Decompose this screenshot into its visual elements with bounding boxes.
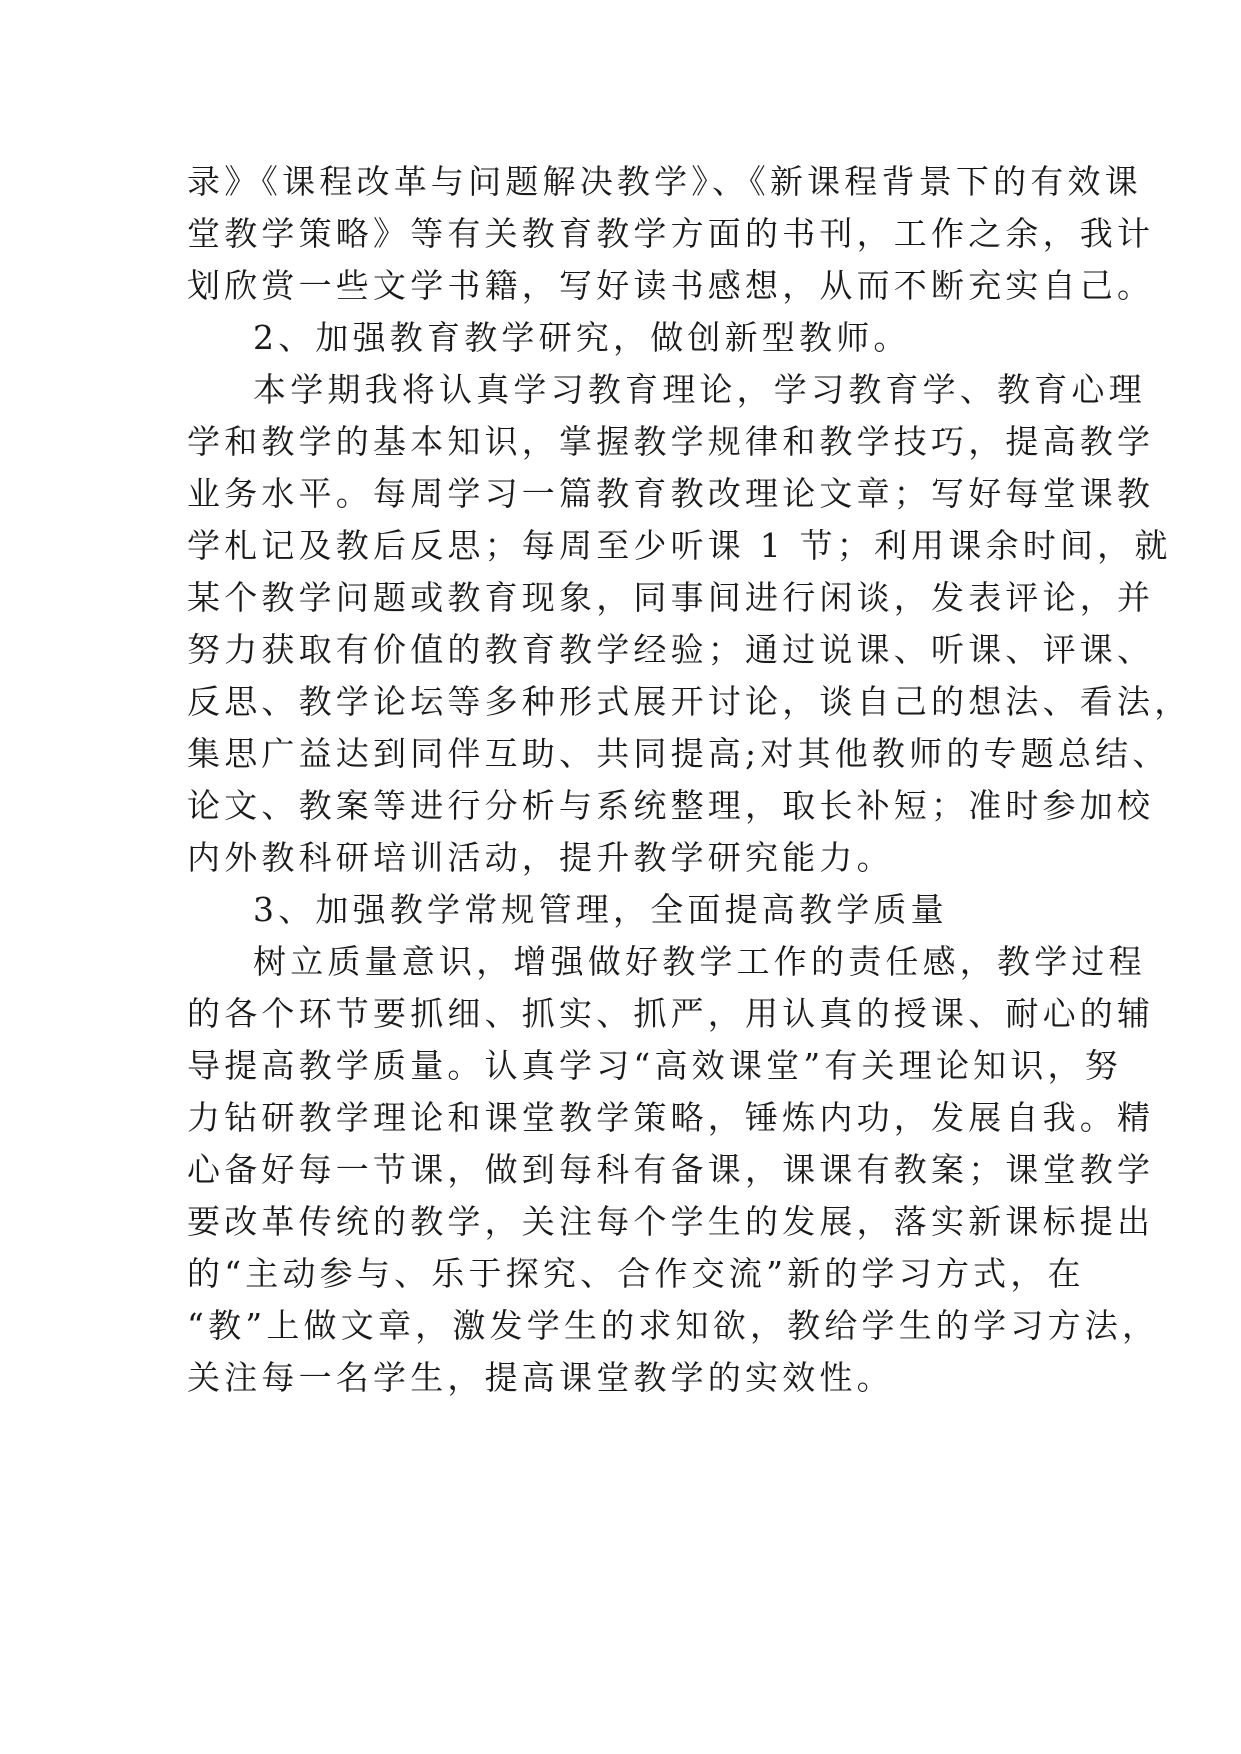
text-line-8: 学札记及教后反思；每周至少听课 1 节；利用课余时间，就 bbox=[187, 526, 1172, 565]
text-line-3: 划欣赏一些文学书籍，写好读书感想，从而不断充实自己。 bbox=[187, 266, 1155, 305]
document-body bbox=[187, 156, 1192, 1404]
text-line-10: 努力获取有价值的教育教学经验；通过说课、听课、评课、 bbox=[187, 630, 1155, 669]
text-line-22: 的“主动参与、乐于探究、合作交流”新的学习方式，在 bbox=[187, 1254, 1085, 1293]
text-line-6: 学和教学的基本知识，掌握教学规律和教学技巧，提高教学 bbox=[187, 422, 1155, 461]
text-line-21: 要改革传统的教学，关注每个学生的发展，落实新课标提出 bbox=[187, 1202, 1155, 1241]
text-line-12: 集思广益达到同伴互助、共同提高;对其他教师的专题总结、 bbox=[187, 734, 1170, 773]
text-line-2: 堂教学策略》等有关教育教学方面的书刊，工作之余，我计 bbox=[187, 214, 1155, 253]
text-line-5: 本学期我将认真学习教育理论，学习教育学、教育心理 bbox=[253, 370, 1146, 409]
text-line-19: 力钻研教学理论和课堂教学策略，锤炼内功，发展自我。精 bbox=[187, 1098, 1155, 1137]
section-heading-2: 2、加强教育教学研究，做创新型教师。 bbox=[253, 318, 911, 357]
text-line-7: 业务水平。每周学习一篇教育教改理论文章；写好每堂课教 bbox=[187, 474, 1155, 513]
text-line-20: 心备好每一节课，做到每科有备课，课课有教案；课堂教学 bbox=[187, 1150, 1155, 1189]
text-line-16: 树立质量意识，增强做好教学工作的责任感，教学过程 bbox=[253, 942, 1146, 981]
text-line-1: 录》《课程改革与问题解决教学》、《新课程背景下的有效课 bbox=[187, 162, 1142, 201]
text-line-17: 的各个环节要抓细、抓实、抓严，用认真的授课、耐心的辅 bbox=[187, 994, 1155, 1033]
text-line-23: “教”上做文章，激发学生的求知欲，教给学生的学习方法， bbox=[187, 1306, 1160, 1345]
text-line-18: 导提高教学质量。认真学习“高效课堂”有关理论知识，努 bbox=[187, 1046, 1122, 1085]
text-line-11: 反思、教学论坛等多种形式展开讨论，谈自己的想法、看法， bbox=[187, 682, 1192, 721]
text-line-24: 关注每一名学生，提高课堂教学的实效性。 bbox=[187, 1358, 894, 1397]
section-heading-3: 3、加强教学常规管理，全面提高教学质量 bbox=[253, 890, 948, 929]
text-line-13: 论文、教案等进行分析与系统整理，取长补短；准时参加校 bbox=[187, 786, 1155, 825]
text-line-14: 内外教科研培训活动，提升教学研究能力。 bbox=[187, 838, 894, 877]
text-line-9: 某个教学问题或教育现象，同事间进行闲谈，发表评论，并 bbox=[187, 578, 1155, 617]
